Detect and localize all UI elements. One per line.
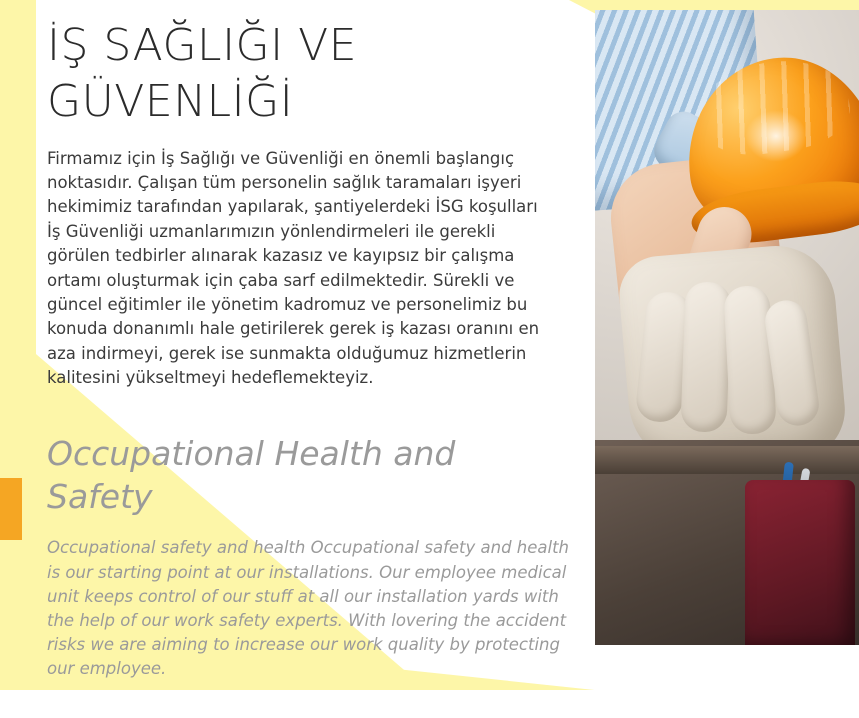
decorative-bottom-strip (0, 690, 859, 718)
tool-belt (595, 446, 859, 474)
body-paragraph-english: Occupational safety and health Occupational safety and health is our starting point at our installations. Our employee medical unit keeps control of our stuff at all our installation yards with the help of our work safety experts. With lovering the accident risks we are aiming to increase our work quality by protecting our employee. (47, 538, 570, 678)
hard-hat-highlight (745, 110, 807, 162)
body-paragraph-turkish: Firmamız için İş Sağlığı ve Güvenliği en önemli başlangıç noktasıdır. Çalışan tüm personelin sağlık taramaları işyeri hekimimiz tarafından yapılarak, şantiyelerdeki İSG koşulları İş Güvenliği uzmanlarımızın yönlendirmeleri ile gerekli görülen tedbirler alınarak kazasız ve kayıpsız bir çalışma ortamı oluşturmak için çaba sarf edilmektedir. Sürekli ve güncel eğitimler ile yönetim kadromuz ve personelimiz bu konuda donanımlı hale getirilerek gerek iş kazası oranını en aza indirmeyi, gerek ise sunmakta olduğumuz hizmetlerin kalitesini yükseltmeyi hedeflemekteyiz. (47, 148, 540, 388)
page-title: İŞ SAĞLIĞI VE GÜVENLİĞİ (47, 20, 358, 128)
section-subtitle-english: Occupational Health and Safety (47, 433, 456, 516)
tool-pocket (745, 480, 855, 645)
worker-photo (595, 10, 859, 645)
